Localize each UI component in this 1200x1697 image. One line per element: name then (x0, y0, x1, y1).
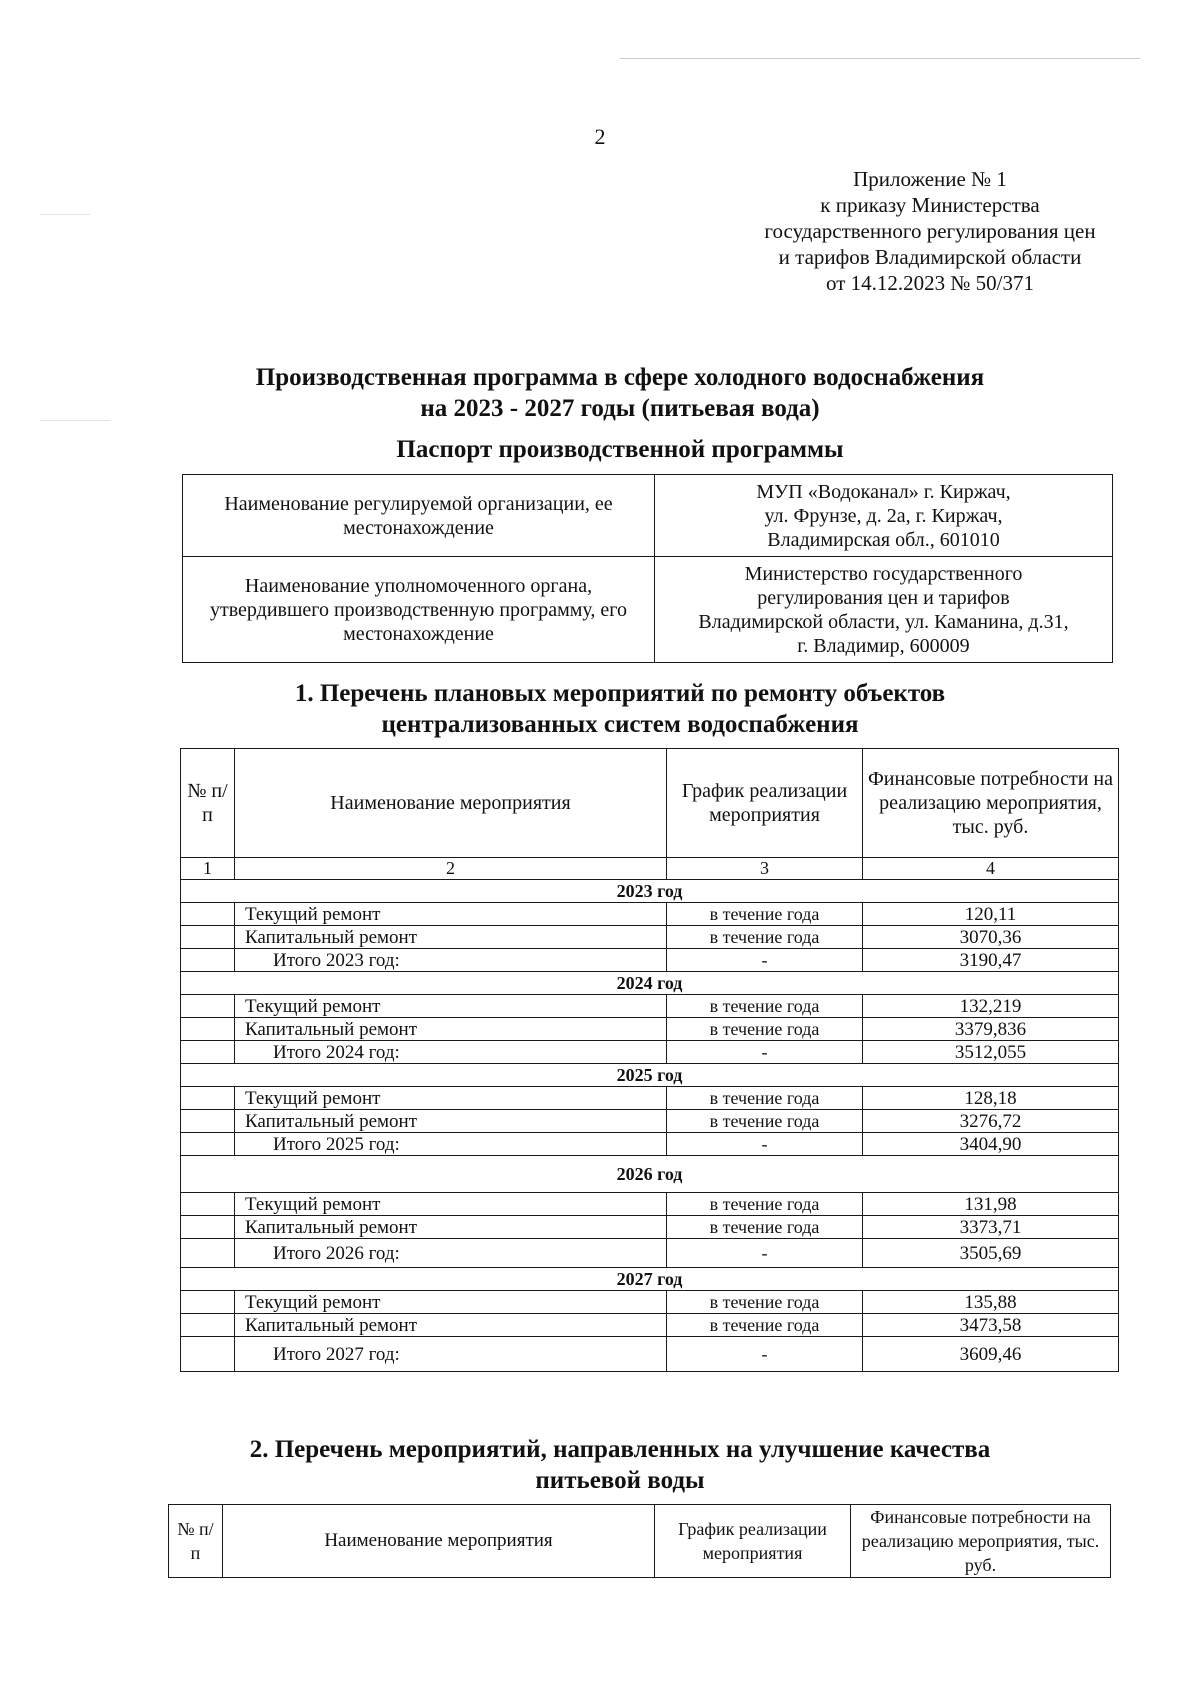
scan-noise-line (40, 420, 110, 421)
year-label: 2023 год (181, 880, 1119, 903)
row-num-cell (181, 1193, 235, 1216)
row-amount: 128,18 (863, 1087, 1119, 1110)
row-amount: 135,88 (863, 1291, 1119, 1314)
section2-title (120, 1434, 1120, 1496)
header-schedule: График реализации мероприятия (667, 749, 863, 858)
total-name: Итого 2024 год: (235, 1041, 667, 1064)
total-row (181, 1041, 1119, 1064)
total-schedule: - (667, 1041, 863, 1064)
passport-value (655, 475, 1113, 557)
table-row (181, 1110, 1119, 1133)
section2-title-line: 2. Перечень мероприятий, направленных на улучшение качества (249, 1436, 991, 1463)
passport-value-line: регулирования цен и тарифов (757, 586, 1010, 609)
row-name: Текущий ремонт (235, 1087, 667, 1110)
repair-plan-table (180, 748, 1119, 1372)
total-amount: 3190,47 (863, 949, 1119, 972)
row-name: Капитальный ремонт (235, 1018, 667, 1041)
passport-value-line: МУП «Водоканал» г. Киржач, (756, 480, 1011, 503)
section2-title-line: питьевой воды (535, 1467, 705, 1494)
total-row (181, 1337, 1119, 1372)
section1-title (120, 678, 1120, 740)
page-number: 2 (594, 124, 606, 149)
passport-value-line: Министерство государственного (744, 562, 1023, 585)
annex-block (700, 166, 1160, 296)
table-row (181, 1291, 1119, 1314)
main-title-line: на 2023 - 2027 годы (питьевая вода) (420, 395, 820, 422)
header-name: Наименование мероприятия (223, 1505, 655, 1578)
row-num-cell (181, 1337, 235, 1372)
row-amount: 3276,72 (863, 1110, 1119, 1133)
table-row (181, 1314, 1119, 1337)
header-num: № п/п (181, 749, 235, 858)
row-name: Капитальный ремонт (235, 926, 667, 949)
row-schedule: в течение года (667, 1110, 863, 1133)
year-label: 2024 год (181, 972, 1119, 995)
total-schedule: - (667, 1133, 863, 1156)
row-schedule: в течение года (667, 1216, 863, 1239)
total-row (181, 1239, 1119, 1268)
year-row (181, 1156, 1119, 1193)
total-row (181, 949, 1119, 972)
row-name: Текущий ремонт (235, 1291, 667, 1314)
header-finance: Финансовые потребности на реализацию мероприятия, тыс. руб. (851, 1505, 1111, 1578)
row-num-cell (181, 949, 235, 972)
passport-title (120, 434, 1120, 465)
header-num: № п/п (169, 1505, 223, 1578)
row-num-cell (181, 1239, 235, 1268)
year-row (181, 1064, 1119, 1087)
row-amount: 3379,836 (863, 1018, 1119, 1041)
row-amount: 131,98 (863, 1193, 1119, 1216)
passport-label: Наименование уполномоченного органа, утвердившего производственную программу, его местонахождение (183, 557, 655, 663)
row-num-cell (181, 1291, 235, 1314)
row-amount: 3473,58 (863, 1314, 1119, 1337)
annex-line: государственного регулирования цен (764, 219, 1096, 243)
row-name: Капитальный ремонт (235, 1216, 667, 1239)
year-label: 2027 год (181, 1268, 1119, 1291)
total-name: Итого 2026 год: (235, 1239, 667, 1268)
total-schedule: - (667, 1239, 863, 1268)
row-name: Текущий ремонт (235, 903, 667, 926)
passport-table (182, 474, 1113, 663)
scan-noise-line (40, 214, 90, 215)
row-schedule: в течение года (667, 1018, 863, 1041)
passport-row (183, 475, 1113, 557)
row-num-cell (181, 1087, 235, 1110)
row-amount: 132,219 (863, 995, 1119, 1018)
main-title (120, 362, 1120, 424)
row-schedule: в течение года (667, 1291, 863, 1314)
table-row (181, 1018, 1119, 1041)
row-num-cell (181, 1216, 235, 1239)
annex-line: и тарифов Владимирской области (778, 245, 1082, 269)
table-row (181, 995, 1119, 1018)
header-finance: Финансовые потребности на реализацию мероприятия, тыс. руб. (863, 749, 1119, 858)
scan-noise-line (620, 58, 1140, 59)
row-schedule: в течение года (667, 1087, 863, 1110)
row-name: Текущий ремонт (235, 1193, 667, 1216)
year-label: 2025 год (181, 1064, 1119, 1087)
column-numbers-row (181, 858, 1119, 880)
header-name: Наименование мероприятия (235, 749, 667, 858)
column-number: 1 (181, 858, 235, 880)
header-schedule: График реализации мероприятия (655, 1505, 851, 1578)
total-amount: 3512,055 (863, 1041, 1119, 1064)
row-num-cell (181, 1041, 235, 1064)
row-num-cell (181, 1110, 235, 1133)
row-name: Капитальный ремонт (235, 1314, 667, 1337)
row-num-cell (181, 903, 235, 926)
year-row (181, 880, 1119, 903)
column-number: 4 (863, 858, 1119, 880)
annex-line: к приказу Министерства (820, 193, 1040, 217)
passport-row (183, 557, 1113, 663)
section1-title-line: централизованных систем водоспабжения (381, 711, 859, 738)
passport-value-line: г. Владимир, 600009 (797, 634, 970, 657)
passport-value-line: Владимирской области, ул. Каманина, д.31, (698, 610, 1069, 633)
row-num-cell (181, 995, 235, 1018)
row-amount: 3070,36 (863, 926, 1119, 949)
total-schedule: - (667, 1337, 863, 1372)
row-schedule: в течение года (667, 995, 863, 1018)
year-label: 2026 год (181, 1156, 1119, 1193)
table-row (181, 903, 1119, 926)
row-amount: 120,11 (863, 903, 1119, 926)
section1-title-line: 1. Перечень плановых мероприятий по ремонту объектов (294, 680, 946, 707)
row-schedule: в течение года (667, 903, 863, 926)
passport-label: Наименование регулируемой организации, ее местонахождение (183, 475, 655, 557)
passport-title-text: Паспорт производственной программы (396, 436, 844, 463)
row-num-cell (181, 1314, 235, 1337)
row-schedule: в течение года (667, 926, 863, 949)
row-schedule: в течение года (667, 1314, 863, 1337)
row-num-cell (181, 1018, 235, 1041)
column-number: 3 (667, 858, 863, 880)
passport-value (655, 557, 1113, 663)
total-name: Итого 2025 год: (235, 1133, 667, 1156)
total-amount: 3505,69 (863, 1239, 1119, 1268)
column-number: 2 (235, 858, 667, 880)
row-name: Текущий ремонт (235, 995, 667, 1018)
total-name: Итого 2027 год: (235, 1337, 667, 1372)
main-title-line: Производственная программа в сфере холодного водоснабжения (255, 364, 985, 391)
table-header-row (169, 1505, 1111, 1578)
row-num-cell (181, 926, 235, 949)
row-num-cell (181, 1133, 235, 1156)
passport-value-line: ул. Фрунзе, д. 2а, г. Киржач, (764, 504, 1003, 527)
total-name: Итого 2023 год: (235, 949, 667, 972)
table-row (181, 926, 1119, 949)
quality-measures-table (168, 1504, 1111, 1578)
annex-line: от 14.12.2023 № 50/371 (825, 271, 1035, 295)
row-schedule: в течение года (667, 1193, 863, 1216)
total-row (181, 1133, 1119, 1156)
table-row (181, 1087, 1119, 1110)
year-row (181, 1268, 1119, 1291)
table-row (181, 1216, 1119, 1239)
row-name: Капитальный ремонт (235, 1110, 667, 1133)
total-schedule: - (667, 949, 863, 972)
year-row (181, 972, 1119, 995)
total-amount: 3404,90 (863, 1133, 1119, 1156)
table-header-row (181, 749, 1119, 858)
row-amount: 3373,71 (863, 1216, 1119, 1239)
annex-line: Приложение № 1 (853, 167, 1007, 191)
total-amount: 3609,46 (863, 1337, 1119, 1372)
passport-value-line: Владимирская обл., 601010 (767, 528, 1000, 551)
table-row (181, 1193, 1119, 1216)
